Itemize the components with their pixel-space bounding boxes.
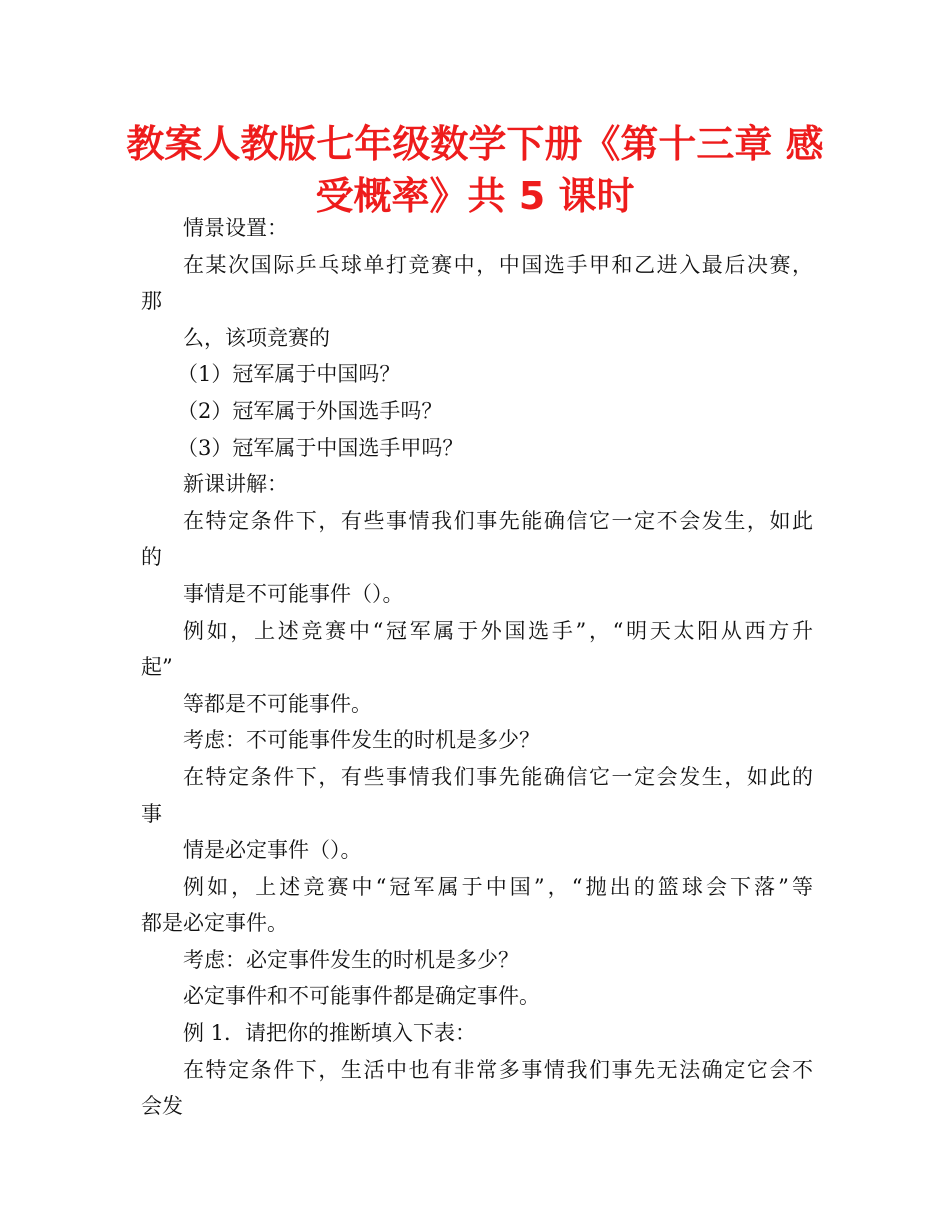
paragraph-line: 情是必定事件（）。 [183, 838, 362, 863]
paragraph-line: 例如，上述竞赛中“冠军属于中国”，“抛出的篮球会下落”等 [183, 874, 813, 899]
paragraph-line: 等都是不可能事件。 [183, 691, 372, 716]
paragraph-line: 在某次国际乒乓球单打竞赛中，中国选手甲和乙进入最后决赛， [183, 252, 813, 277]
paragraph-line: （2）冠军属于外国选手吗？ [177, 398, 443, 423]
paragraph-line: 必定事件和不可能事件都是确定事件。 [183, 984, 540, 1009]
paragraph-line: 考虑：不可能事件发生的时机是多少？ [183, 728, 540, 753]
paragraph-line: 情景设置： [183, 216, 288, 240]
paragraph-line: 例 1．请把你的推断填入下表： [183, 1021, 477, 1046]
paragraph-line: 在特定条件下，有些事情我们事先能确信它一定不会发生，如此 [183, 508, 813, 533]
document-body [141, 210, 813, 1125]
paragraph-line: 在特定条件下，有些事情我们事先能确信它一定会发生，如此的 [183, 764, 813, 789]
title-line-2: 受概率》共 5 课时 [315, 174, 635, 218]
paragraph-line: 都是必定事件。 [141, 911, 288, 936]
paragraph-line: 新课讲解： [183, 472, 288, 497]
document-title [120, 118, 830, 222]
paragraph-line: 事情是不可能事件（）。 [183, 581, 404, 606]
paragraph-line: 例如，上述竞赛中“冠军属于外国选手”，“明天太阳从西方升 [183, 618, 813, 643]
paragraph-line: 的 [141, 545, 162, 570]
paragraph-line: 事 [141, 801, 162, 826]
paragraph-line: 考虑：必定事件发生的时机是多少？ [183, 947, 519, 972]
paragraph-line: （1）冠军属于中国吗？ [177, 362, 401, 387]
paragraph-line: 么，该项竞赛的 [183, 325, 330, 350]
paragraph-line: （3）冠军属于中国选手甲吗？ [177, 435, 464, 460]
paragraph-line: 起” [141, 655, 173, 680]
paragraph-line: 那 [141, 289, 162, 314]
paragraph-line: 会发 [141, 1094, 183, 1119]
title-line-1: 教案人教版七年级数学下册《第十三章 感 [126, 122, 824, 166]
paragraph-line: 在特定条件下，生活中也有非常多事情我们事先无法确定它会不 [183, 1057, 813, 1082]
